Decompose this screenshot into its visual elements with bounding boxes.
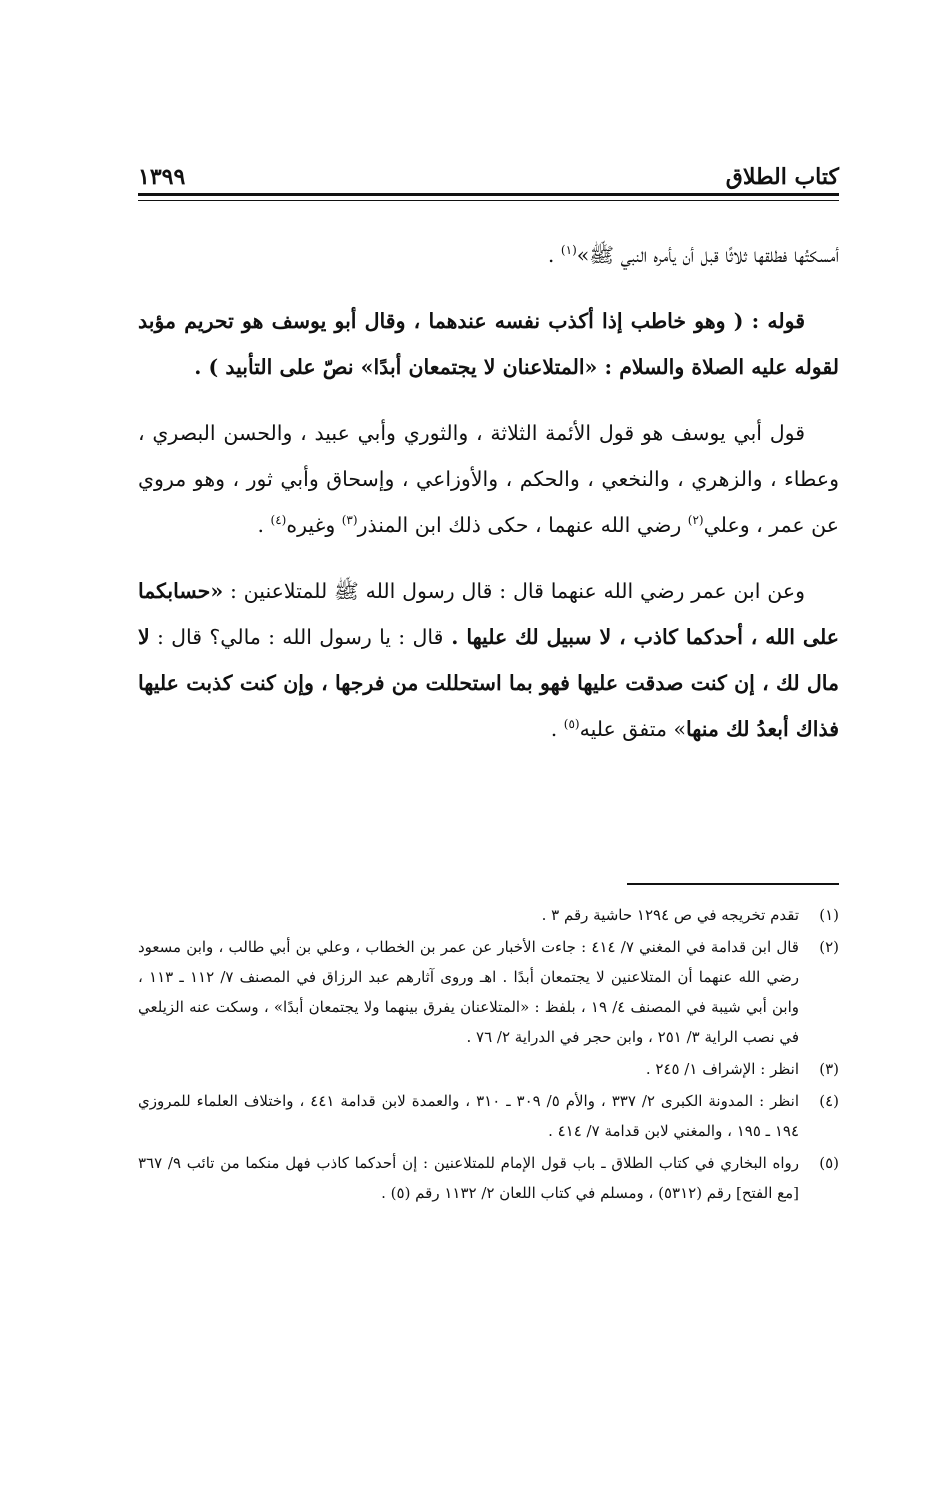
paragraph-2 — [138, 298, 839, 390]
header-rule-thin — [138, 200, 839, 201]
p4-text-c: قال : يا رسول الله : مالي؟ قال : — [149, 625, 444, 649]
footnote-number: (٢) — [819, 938, 839, 956]
footnote-text: رواه البخاري في كتاب الطلاق ـ باب قول الإمام للمتلاعنين : إن أحدكما كاذب فهل منكما من تائب ٩/ ٣٦٧ [مع الفتح] رقم (٥٣١٢) ، ومسلم في كتاب اللعان ٢/ ١١٣٢ رقم (٥) . — [138, 1154, 799, 1202]
book-title: كتاب الطلاق — [725, 164, 839, 190]
footnote-number: (٥) — [819, 1154, 839, 1172]
paragraph-3 — [138, 410, 839, 548]
paragraph-1 — [138, 232, 839, 278]
p1-end: . — [547, 243, 561, 267]
footnote-text: انظر : المدونة الكبرى ٢/ ٣٣٧ ، والأم ٥/ ٣٠٩ ـ ٣١٠ ، والعمدة لابن قدامة ٤٤١ ، واختلاف العلماء للمروزي ١٩٤ ـ ١٩٥ ، والمغني لابن قدامة ٧/ ٤١٤ . — [138, 1092, 799, 1140]
paragraph-4 — [138, 568, 839, 752]
p4-text-e: » متفق عليه — [579, 717, 686, 741]
footnote-ref-3: (٣) — [341, 513, 358, 528]
footnote-5 — [138, 1148, 839, 1208]
p2-text: قوله : ( وهو خاطب إذا أكذب نفسه عندهما ، وقال أبو يوسف هو تحريم مؤبد لقوله عليه الصلاة والسلام : «المتلاعنان لا يجتمعان أبدًا» نصّ على التأبيد ) . — [138, 309, 839, 379]
page-number: ١٣٩٩ — [138, 164, 186, 190]
footnote-ref-4: (٤) — [270, 513, 287, 528]
p4-text-a: وعن ابن عمر رضي الله عنهما قال : قال رسول الله ﷺ للمتلاعنين : — [223, 579, 805, 603]
p3-text-a: قول أبي يوسف هو قول الأئمة الثلاثة ، والثوري وأبي عبيد ، والحسن البصري ، وعطاء ، والزهري ، والنخعي ، والحكم ، والأوزاعي ، وإسحاق وأبي ثور ، وهو مروي عن عمر ، وعلي — [138, 421, 839, 537]
p1-text: أمسكتُها فطلقها ثلاثًا قبل أن يأمره النبي ﷺ» — [576, 243, 839, 267]
footnote-text: قال ابن قدامة في المغني ٧/ ٤١٤ : جاءت الأخبار عن عمر بن الخطاب ، وعلي بن أبي طالب ، وابن مسعود رضي الله عنهما أن المتلاعنين لا يجتمعان أبدًا . اهـ وروى آثارهم عبد الرزاق في المصنف ٧/ ١١٢ ـ ١١٣ ، وابن أبي شيبة في المصنف ٤/ ١٩ ، بلفظ : «المتلاعنان يفرق بينهما ولا يجتمعان أبدًا» ، وسكت عنه الزيلعي في نصب الراية ٣/ ٢٥١ ، وابن حجر في الدراية ٢/ ٧٦ . — [138, 938, 799, 1046]
footnote-number: (١) — [819, 906, 839, 924]
footnote-separator — [627, 883, 839, 885]
footnote-2 — [138, 932, 839, 1052]
page-header — [138, 150, 839, 190]
footnote-4 — [138, 1086, 839, 1146]
p3-end: . — [257, 513, 271, 537]
footnote-text: انظر : الإشراف ١/ ٢٤٥ . — [645, 1060, 799, 1078]
footnote-text: تقدم تخريجه في ص ١٢٩٤ حاشية رقم ٣ . — [541, 906, 799, 924]
p4-text-b: «حسابكما على الله ، أحدكما كاذب ، لا سبيل لك عليها . — [138, 579, 839, 649]
footnote-ref-1: (١) — [560, 243, 577, 258]
footnote-number: (٤) — [819, 1092, 839, 1110]
main-text — [138, 232, 839, 772]
footnotes — [138, 900, 839, 1210]
footnote-number: (٣) — [819, 1060, 839, 1078]
footnote-ref-2: (٢) — [687, 513, 704, 528]
header-rule-thick — [138, 193, 839, 196]
footnote-3 — [138, 1054, 839, 1084]
p3-text-b: رضي الله عنهما ، حكى ذلك ابن المنذر — [357, 513, 688, 537]
footnote-1 — [138, 900, 839, 930]
footnote-ref-5: (٥) — [563, 717, 580, 732]
p4-end: . — [550, 717, 564, 741]
p4-text-d: لا مال لك ، إن كنت صدقت عليها فهو بما استحللت من فرجها ، وإن كنت كذبت عليها فذاك أبعدُ لك منها — [138, 625, 839, 741]
p3-text-c: وغيره — [286, 513, 342, 537]
